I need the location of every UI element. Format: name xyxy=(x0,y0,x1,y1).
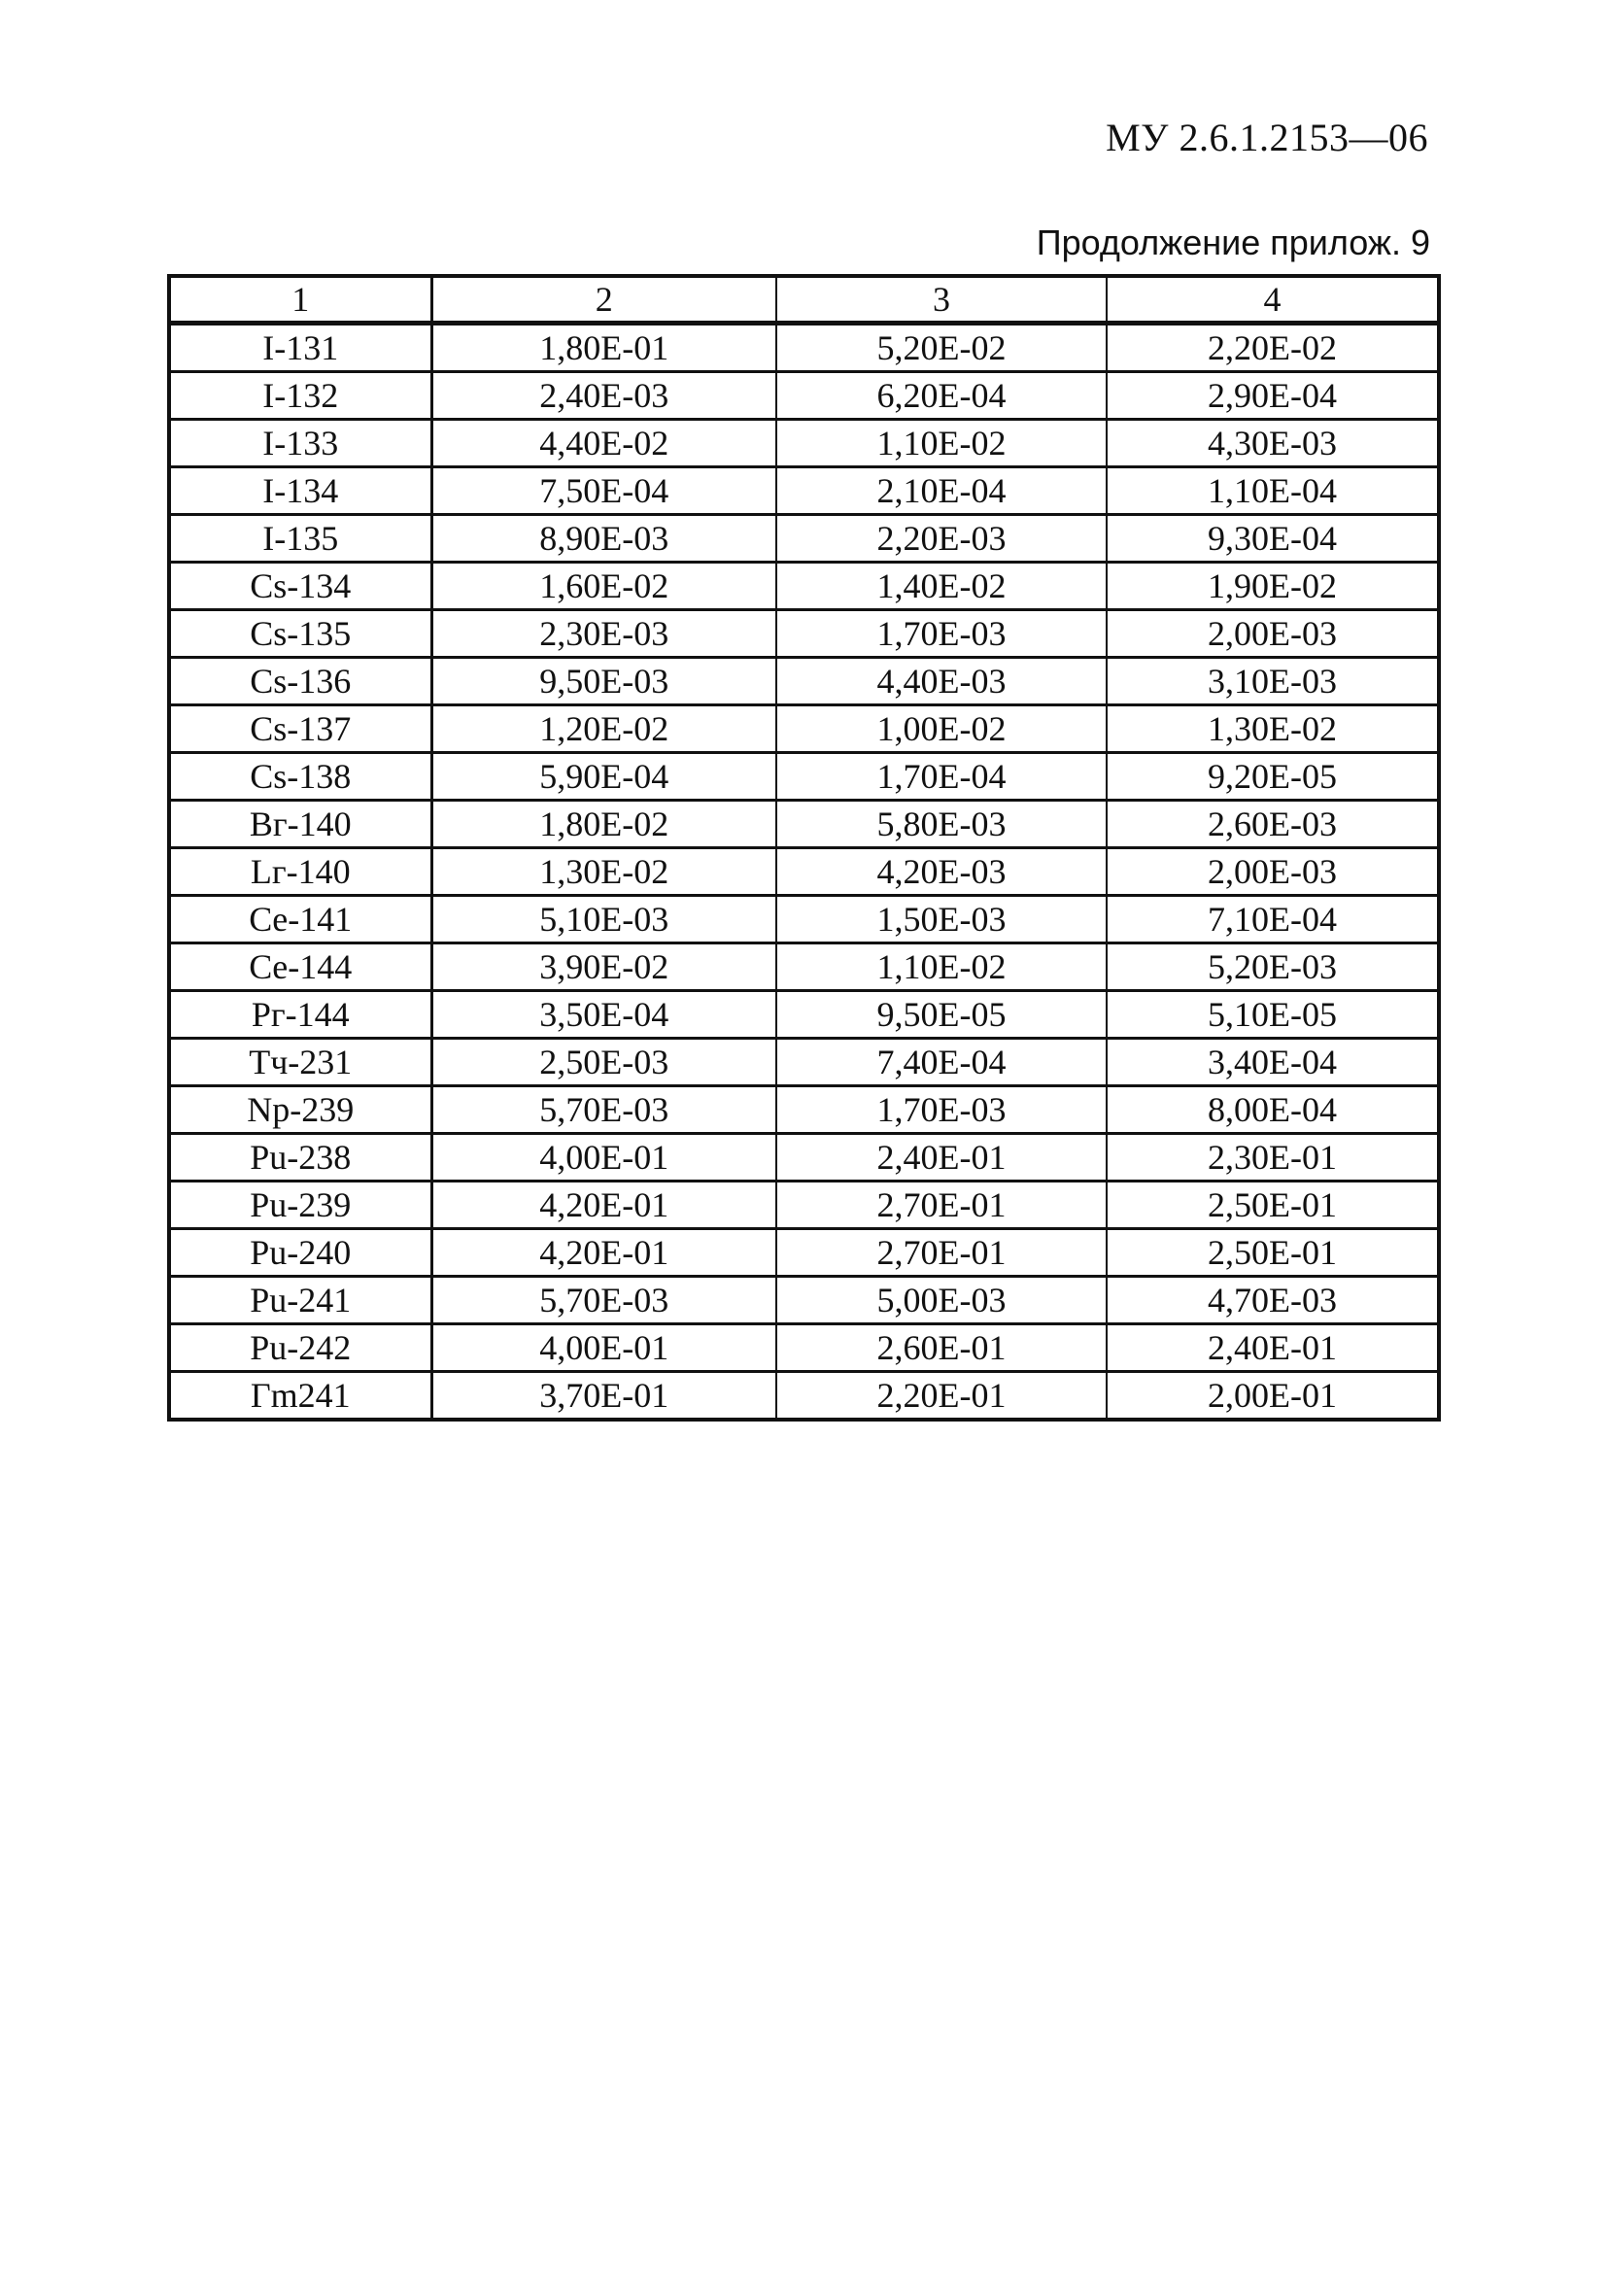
value-cell-col2: 8,90E-03 xyxy=(431,515,776,563)
column-header-4: 4 xyxy=(1107,276,1439,324)
value-cell-col4: 3,10E-03 xyxy=(1107,658,1439,705)
value-cell-col4: 2,50E-01 xyxy=(1107,1229,1439,1277)
value-cell-col3: 1,70E-03 xyxy=(776,1086,1107,1134)
value-cell-col3: 2,10E-04 xyxy=(776,467,1107,515)
table-row xyxy=(169,1039,1439,1086)
table-row xyxy=(169,563,1439,610)
value-cell-col2: 5,90E-04 xyxy=(431,753,776,801)
value-cell-col4: 2,00E-03 xyxy=(1107,848,1439,896)
nuclide-cell: Cs-138 xyxy=(169,753,431,801)
value-cell-col3: 2,60E-01 xyxy=(776,1324,1107,1372)
nuclide-cell: Cs-137 xyxy=(169,705,431,753)
nuclide-cell: I-135 xyxy=(169,515,431,563)
value-cell-col3: 6,20E-04 xyxy=(776,372,1107,420)
column-header-1: 1 xyxy=(169,276,431,324)
value-cell-col3: 9,50E-05 xyxy=(776,991,1107,1039)
value-cell-col3: 1,50E-03 xyxy=(776,896,1107,943)
value-cell-col2: 7,50E-04 xyxy=(431,467,776,515)
value-cell-col3: 2,70E-01 xyxy=(776,1229,1107,1277)
table-row xyxy=(169,1277,1439,1324)
value-cell-col3: 1,70E-03 xyxy=(776,610,1107,658)
value-cell-col4: 2,90E-04 xyxy=(1107,372,1439,420)
nuclide-cell: Lг-140 xyxy=(169,848,431,896)
value-cell-col4: 4,70E-03 xyxy=(1107,1277,1439,1324)
value-cell-col4: 4,30E-03 xyxy=(1107,420,1439,467)
nuclide-cell: Pu-242 xyxy=(169,1324,431,1372)
column-header-3: 3 xyxy=(776,276,1107,324)
table-row xyxy=(169,705,1439,753)
value-cell-col3: 5,80E-03 xyxy=(776,801,1107,848)
value-cell-col2: 4,20E-01 xyxy=(431,1229,776,1277)
nuclide-table xyxy=(167,274,1441,1422)
nuclide-cell: I-131 xyxy=(169,324,431,372)
table-body xyxy=(169,324,1439,1421)
nuclide-cell: Pu-239 xyxy=(169,1182,431,1229)
value-cell-col4: 2,50E-01 xyxy=(1107,1182,1439,1229)
value-cell-col4: 7,10E-04 xyxy=(1107,896,1439,943)
value-cell-col3: 1,10E-02 xyxy=(776,943,1107,991)
value-cell-col3: 2,40E-01 xyxy=(776,1134,1107,1182)
nuclide-cell: I-133 xyxy=(169,420,431,467)
value-cell-col2: 5,70E-03 xyxy=(431,1277,776,1324)
nuclide-cell: Bг-140 xyxy=(169,801,431,848)
value-cell-col4: 1,90E-02 xyxy=(1107,563,1439,610)
column-header-2: 2 xyxy=(431,276,776,324)
value-cell-col3: 5,00E-03 xyxy=(776,1277,1107,1324)
value-cell-col2: 5,10E-03 xyxy=(431,896,776,943)
table-row xyxy=(169,610,1439,658)
table-row xyxy=(169,991,1439,1039)
nuclide-cell: I-132 xyxy=(169,372,431,420)
table-row xyxy=(169,1086,1439,1134)
value-cell-col2: 1,80E-02 xyxy=(431,801,776,848)
nuclide-cell: Pu-241 xyxy=(169,1277,431,1324)
value-cell-col2: 3,70E-01 xyxy=(431,1372,776,1421)
value-cell-col4: 2,30E-01 xyxy=(1107,1134,1439,1182)
value-cell-col2: 4,20E-01 xyxy=(431,1182,776,1229)
table-row xyxy=(169,801,1439,848)
value-cell-col2: 4,00E-01 xyxy=(431,1134,776,1182)
value-cell-col2: 5,70E-03 xyxy=(431,1086,776,1134)
nuclide-cell: Pu-240 xyxy=(169,1229,431,1277)
value-cell-col4: 2,60E-03 xyxy=(1107,801,1439,848)
table-row xyxy=(169,1229,1439,1277)
table-row xyxy=(169,1182,1439,1229)
value-cell-col4: 9,30E-04 xyxy=(1107,515,1439,563)
nuclide-cell: Гm241 xyxy=(169,1372,431,1421)
value-cell-col4: 2,20E-02 xyxy=(1107,324,1439,372)
nuclide-cell: Pг-144 xyxy=(169,991,431,1039)
table-row xyxy=(169,753,1439,801)
nuclide-cell: Np-239 xyxy=(169,1086,431,1134)
table-row xyxy=(169,515,1439,563)
table-row xyxy=(169,1324,1439,1372)
value-cell-col3: 2,20E-03 xyxy=(776,515,1107,563)
value-cell-col2: 4,00E-01 xyxy=(431,1324,776,1372)
value-cell-col2: 3,50E-04 xyxy=(431,991,776,1039)
value-cell-col4: 1,30E-02 xyxy=(1107,705,1439,753)
value-cell-col2: 2,50E-03 xyxy=(431,1039,776,1086)
nuclide-cell: Cs-135 xyxy=(169,610,431,658)
value-cell-col2: 2,30E-03 xyxy=(431,610,776,658)
nuclide-cell: Cs-136 xyxy=(169,658,431,705)
value-cell-col4: 2,00E-01 xyxy=(1107,1372,1439,1421)
value-cell-col4: 2,40E-01 xyxy=(1107,1324,1439,1372)
nuclide-cell: Cs-134 xyxy=(169,563,431,610)
value-cell-col2: 1,20E-02 xyxy=(431,705,776,753)
value-cell-col3: 2,20E-01 xyxy=(776,1372,1107,1421)
value-cell-col4: 8,00E-04 xyxy=(1107,1086,1439,1134)
value-cell-col3: 7,40E-04 xyxy=(776,1039,1107,1086)
table-header xyxy=(169,276,1439,324)
nuclide-cell: I-134 xyxy=(169,467,431,515)
table-row xyxy=(169,1372,1439,1421)
value-cell-col4: 2,00E-03 xyxy=(1107,610,1439,658)
value-cell-col3: 2,70E-01 xyxy=(776,1182,1107,1229)
table-row xyxy=(169,420,1439,467)
table-row xyxy=(169,848,1439,896)
table-row xyxy=(169,896,1439,943)
header-row xyxy=(169,276,1439,324)
value-cell-col2: 1,60E-02 xyxy=(431,563,776,610)
nuclide-cell: Pu-238 xyxy=(169,1134,431,1182)
value-cell-col4: 1,10E-04 xyxy=(1107,467,1439,515)
nuclide-cell: Ce-141 xyxy=(169,896,431,943)
table-row xyxy=(169,943,1439,991)
value-cell-col3: 1,40E-02 xyxy=(776,563,1107,610)
continuation-note: Продолжение прилож. 9 xyxy=(1036,223,1430,262)
document-code: МУ 2.6.1.2153—06 xyxy=(1106,116,1428,159)
value-cell-col2: 4,40E-02 xyxy=(431,420,776,467)
value-cell-col3: 4,40E-03 xyxy=(776,658,1107,705)
value-cell-col4: 9,20E-05 xyxy=(1107,753,1439,801)
value-cell-col2: 9,50E-03 xyxy=(431,658,776,705)
table-row xyxy=(169,467,1439,515)
value-cell-col3: 5,20E-02 xyxy=(776,324,1107,372)
value-cell-col2: 1,80E-01 xyxy=(431,324,776,372)
value-cell-col4: 5,20E-03 xyxy=(1107,943,1439,991)
value-cell-col4: 5,10E-05 xyxy=(1107,991,1439,1039)
value-cell-col3: 1,00E-02 xyxy=(776,705,1107,753)
value-cell-col4: 3,40E-04 xyxy=(1107,1039,1439,1086)
table-row xyxy=(169,324,1439,372)
value-cell-col2: 1,30E-02 xyxy=(431,848,776,896)
nuclide-cell: Ce-144 xyxy=(169,943,431,991)
value-cell-col3: 4,20E-03 xyxy=(776,848,1107,896)
value-cell-col3: 1,70E-04 xyxy=(776,753,1107,801)
value-cell-col2: 2,40E-03 xyxy=(431,372,776,420)
table-row xyxy=(169,1134,1439,1182)
value-cell-col3: 1,10E-02 xyxy=(776,420,1107,467)
table-row xyxy=(169,372,1439,420)
value-cell-col2: 3,90E-02 xyxy=(431,943,776,991)
nuclide-cell: Тч-231 xyxy=(169,1039,431,1086)
table-row xyxy=(169,658,1439,705)
